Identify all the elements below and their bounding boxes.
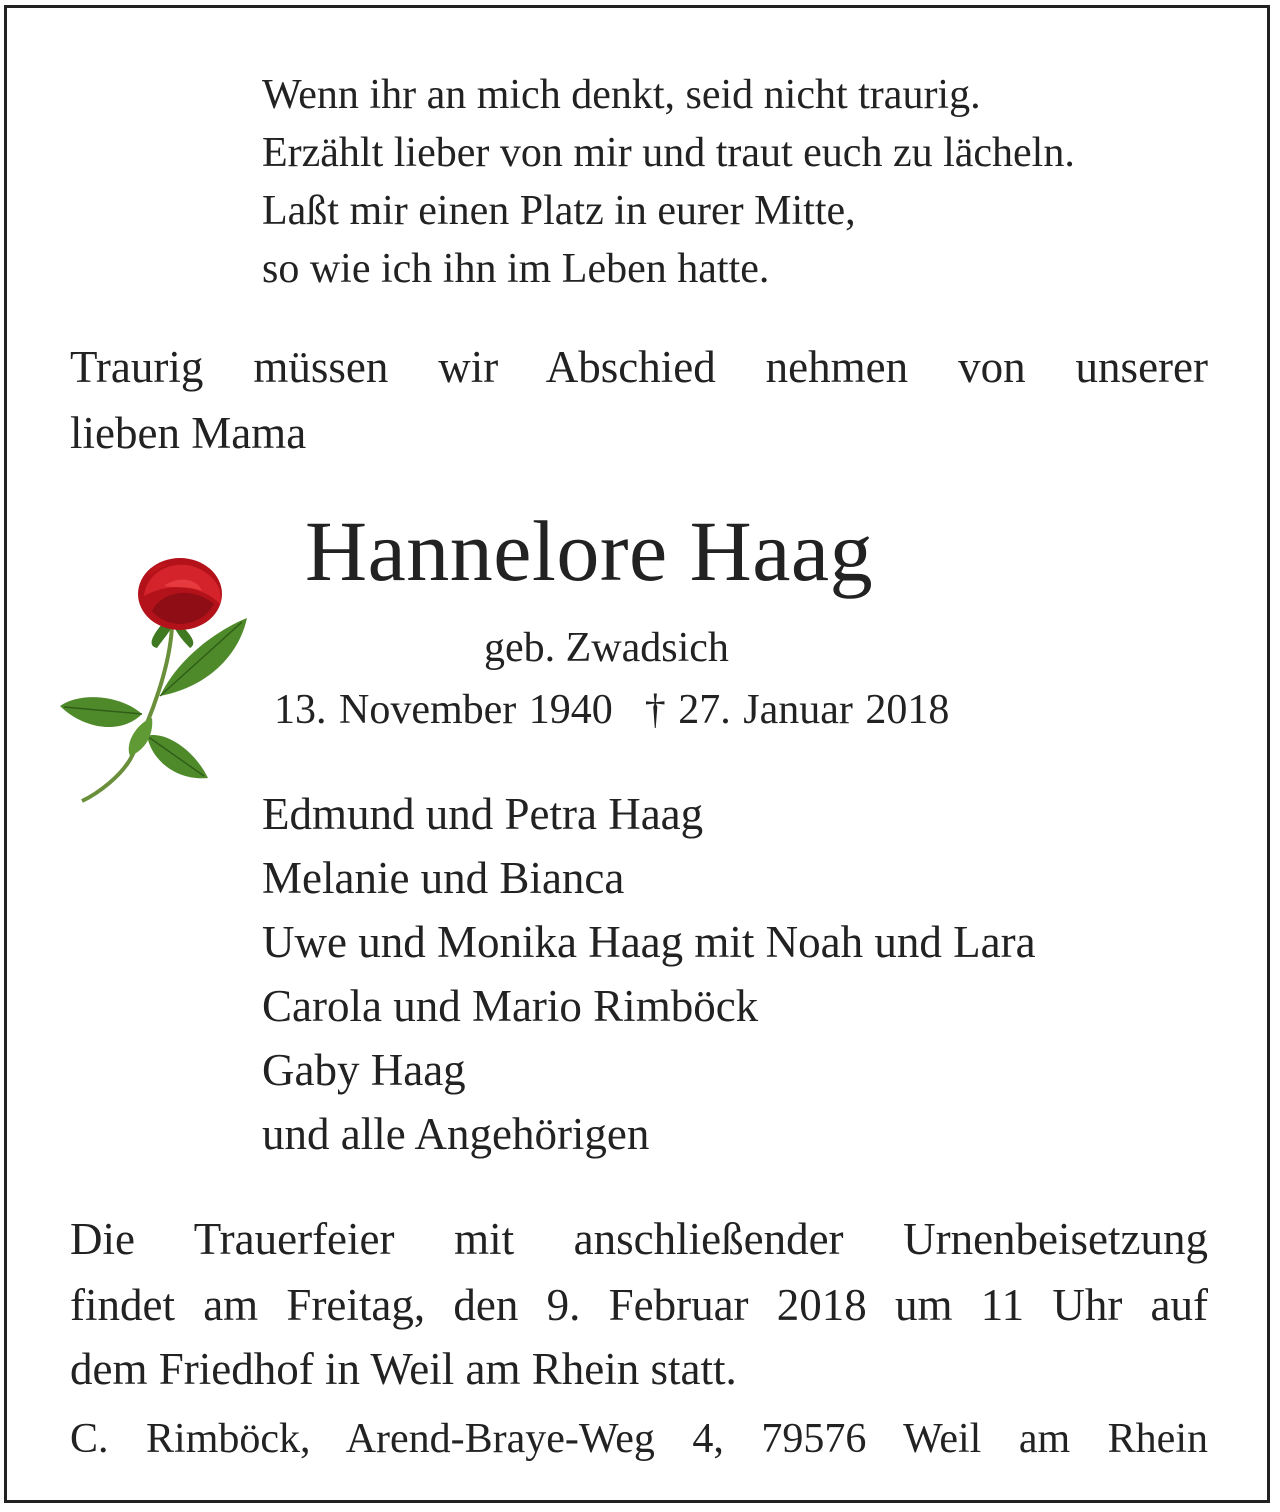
birth-date: 13. November 1940 — [274, 687, 613, 733]
poem-line: Wenn ihr an mich denkt, seid nicht traurig. — [262, 72, 981, 118]
deceased-name: Hannelore Haag — [305, 503, 874, 599]
mourner-line: Carola und Mario Rimböck — [262, 981, 759, 1031]
poem-line: Laßt mir einen Platz in eurer Mitte, — [262, 188, 856, 234]
poem-line: Erzählt lieber von mir und traut euch zu lächeln. — [262, 130, 1075, 176]
life-dates — [274, 689, 949, 731]
poem-line: so wie ich ihn im Leben hatte. — [262, 246, 770, 292]
intro-line: lieben Mama — [70, 408, 307, 458]
mourner-line: Melanie und Bianca — [262, 853, 625, 903]
mourner-line: Edmund und Petra Haag — [262, 789, 704, 839]
rose-icon — [52, 556, 257, 806]
death-date: † 27. Januar 2018 — [644, 687, 950, 733]
mourner-line: Gaby Haag — [262, 1045, 466, 1095]
mourner-line: Uwe und Monika Haag mit Noah und Lara — [262, 917, 1036, 967]
maiden-name: geb. Zwadsich — [484, 625, 729, 671]
intro-line: Traurig müssen wir Abschied nehmen von unserer — [70, 342, 1208, 392]
contact-address: C. Rimböck, Arend-Braye-Weg 4, 79576 Weil am Rhein — [70, 1416, 1208, 1462]
ceremony-line: findet am Freitag, den 9. Februar 2018 um 11 Uhr auf — [70, 1280, 1208, 1330]
mourner-line: und alle Angehörigen — [262, 1109, 650, 1159]
ceremony-line: Die Trauerfeier mit anschließender Urnenbeisetzung — [70, 1214, 1208, 1264]
ceremony-line: dem Friedhof in Weil am Rhein statt. — [70, 1344, 737, 1394]
